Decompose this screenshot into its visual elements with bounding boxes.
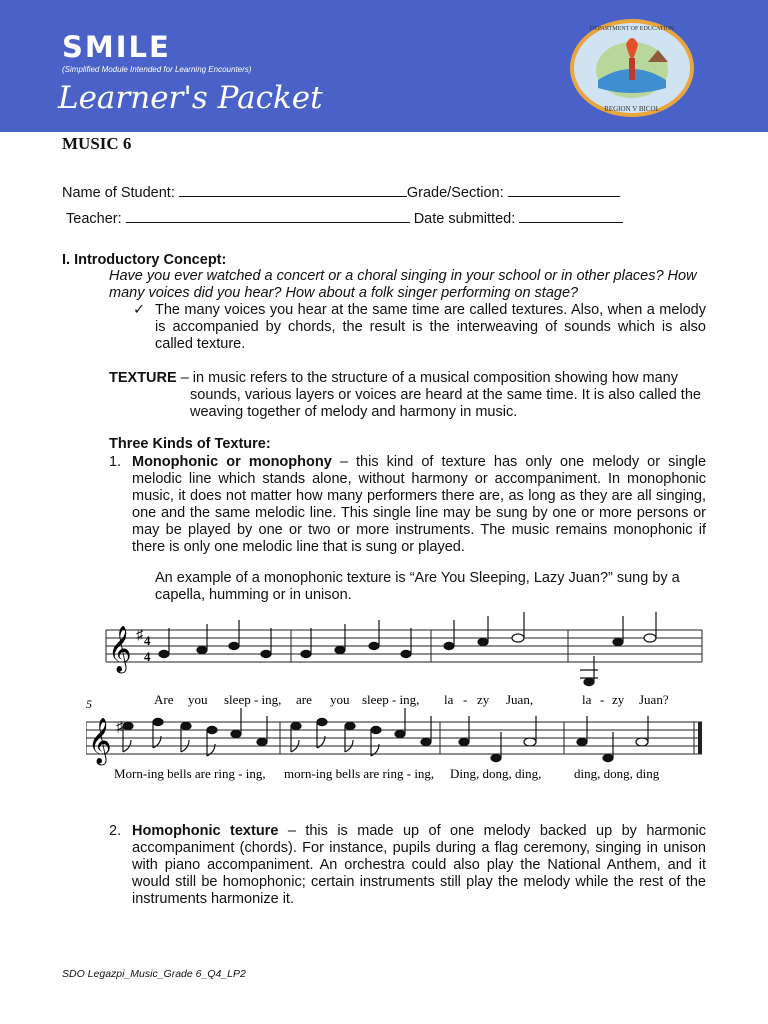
packet-title: Learner's Packet (58, 80, 323, 116)
lyric-phrase: ding, dong, ding (574, 766, 660, 781)
staff-2 (86, 722, 702, 754)
seal-top-text: DEPARTMENT OF EDUCATION (589, 26, 675, 32)
brand-title: SMILE (62, 30, 171, 64)
lyric-word: are (296, 692, 312, 707)
lyric-word: sleep - ing, (224, 692, 282, 707)
lyric-word: you (188, 692, 208, 707)
kinds-heading: Three Kinds of Texture: (109, 436, 271, 452)
final-barline (698, 722, 702, 754)
student-name-label: Name of Student: (62, 185, 175, 201)
lyric-word: zy (477, 692, 490, 707)
date-submitted-field[interactable] (519, 210, 623, 223)
teacher-label: Teacher: (66, 211, 122, 227)
lyric-phrase: Ding, dong, ding, (450, 766, 542, 781)
intro-bullet: The many voices you hear at the same time are called textures. Also, when a melody is accompanied by chords, the result is the interweaving of sounds which is also called texture. (155, 302, 706, 352)
teacher-date-line (66, 210, 623, 227)
lyric-word: you (330, 692, 350, 707)
lyric-word: Juan, (506, 692, 534, 707)
lyric-phrase: Morn-ing bells are ring - ing, (114, 766, 266, 781)
texture-term: TEXTURE (109, 370, 177, 386)
lyric-word: la (582, 692, 592, 707)
lyrics-line-1 (154, 692, 669, 707)
treble-clef-icon: 𝄞 (108, 626, 132, 671)
lyric-word: sleep - ing, (362, 692, 420, 707)
item2-paragraph (132, 823, 706, 908)
teacher-field[interactable] (126, 210, 410, 223)
item1-paragraph (132, 454, 706, 556)
lyric-word: la (444, 692, 454, 707)
sharp-icon: ♯ (116, 720, 123, 735)
item2-number: 2. (109, 823, 122, 839)
brand-subtitle: (Simplified Module Intended for Learning Encounters) (62, 65, 252, 74)
lyric-phrase: morn-ing bells are ring - ing, (284, 766, 435, 781)
music-score (86, 612, 710, 788)
date-submitted-label: Date submitted: (413, 211, 516, 227)
grade-section-label: Grade/Section: (406, 185, 504, 201)
check-mark-icon: ✓ (133, 302, 146, 318)
lyric-word: - (600, 692, 605, 707)
seal-bottom-text: REGION V BICOL (604, 105, 660, 113)
student-name-field[interactable] (179, 184, 407, 197)
lyrics-line-2 (114, 766, 660, 781)
item2-text: – this is made up of one melody backed up by harmonic accompaniment (chords). For instance, pupils during a flag ceremony, singing in unison with piano accompaniment. An orchestra could also play the National Anthem, and it would still be homophonic; certain instruments still play the melody while the rest of the instruments harmonize it. (132, 823, 706, 907)
sharp-icon: ♯ (136, 628, 143, 643)
item2-term: Homophonic texture (132, 823, 279, 839)
student-grade-line (62, 184, 620, 201)
subject-title: MUSIC 6 (62, 134, 132, 153)
treble-clef-icon: 𝄞 (88, 718, 112, 763)
item1-text: – this kind of texture has only one melody or single melodic line which stands alone, without harmony or accompaniment. In monophonic music, it does not matter how many performers there are, as long as they are all singing, one and the same melodic line. This single line may be sung by one or more persons or may be played by one or two or more instruments. The music remains monophonic if there is only one melodic line that is sung or played. (132, 454, 707, 555)
item1-number: 1. (109, 454, 122, 470)
lyric-word: - (463, 692, 468, 707)
lyric-word: Juan? (639, 692, 669, 707)
time-signature-top: 4 (144, 633, 151, 648)
texture-definition-line1 (109, 370, 678, 387)
lyric-word: zy (612, 692, 625, 707)
item1-term: Monophonic or monophony (132, 454, 332, 470)
intro-heading: I. Introductory Concept: (62, 252, 227, 268)
grade-section-field[interactable] (508, 184, 620, 197)
lyric-word: Are (154, 692, 174, 707)
time-signature-bottom: 4 (144, 649, 151, 664)
texture-definition-rest: sounds, various layers or voices are heard at the same time. It is also called the weaving together of melody and harmony in music. (190, 387, 701, 420)
example-text: An example of a monophonic texture is “Are You Sleeping, Lazy Juan?” sung by a capella, humming or in unison. (155, 570, 680, 603)
header-banner (0, 0, 768, 132)
page-footer: SDO Legazpi_Music_Grade 6_Q4_LP2 (62, 968, 246, 980)
measure-number: 5 (86, 697, 92, 711)
intro-question: Have you ever watched a concert or a choral singing in your school or in other places? How many voices did you hear? How about a folk singer performing on stage? (109, 268, 697, 301)
staff-1-notes (159, 612, 656, 686)
deped-seal-logo (568, 18, 696, 118)
texture-definition-text: in music refers to the structure of a musical composition showing how many (192, 370, 678, 386)
texture-dash: – (176, 370, 193, 386)
